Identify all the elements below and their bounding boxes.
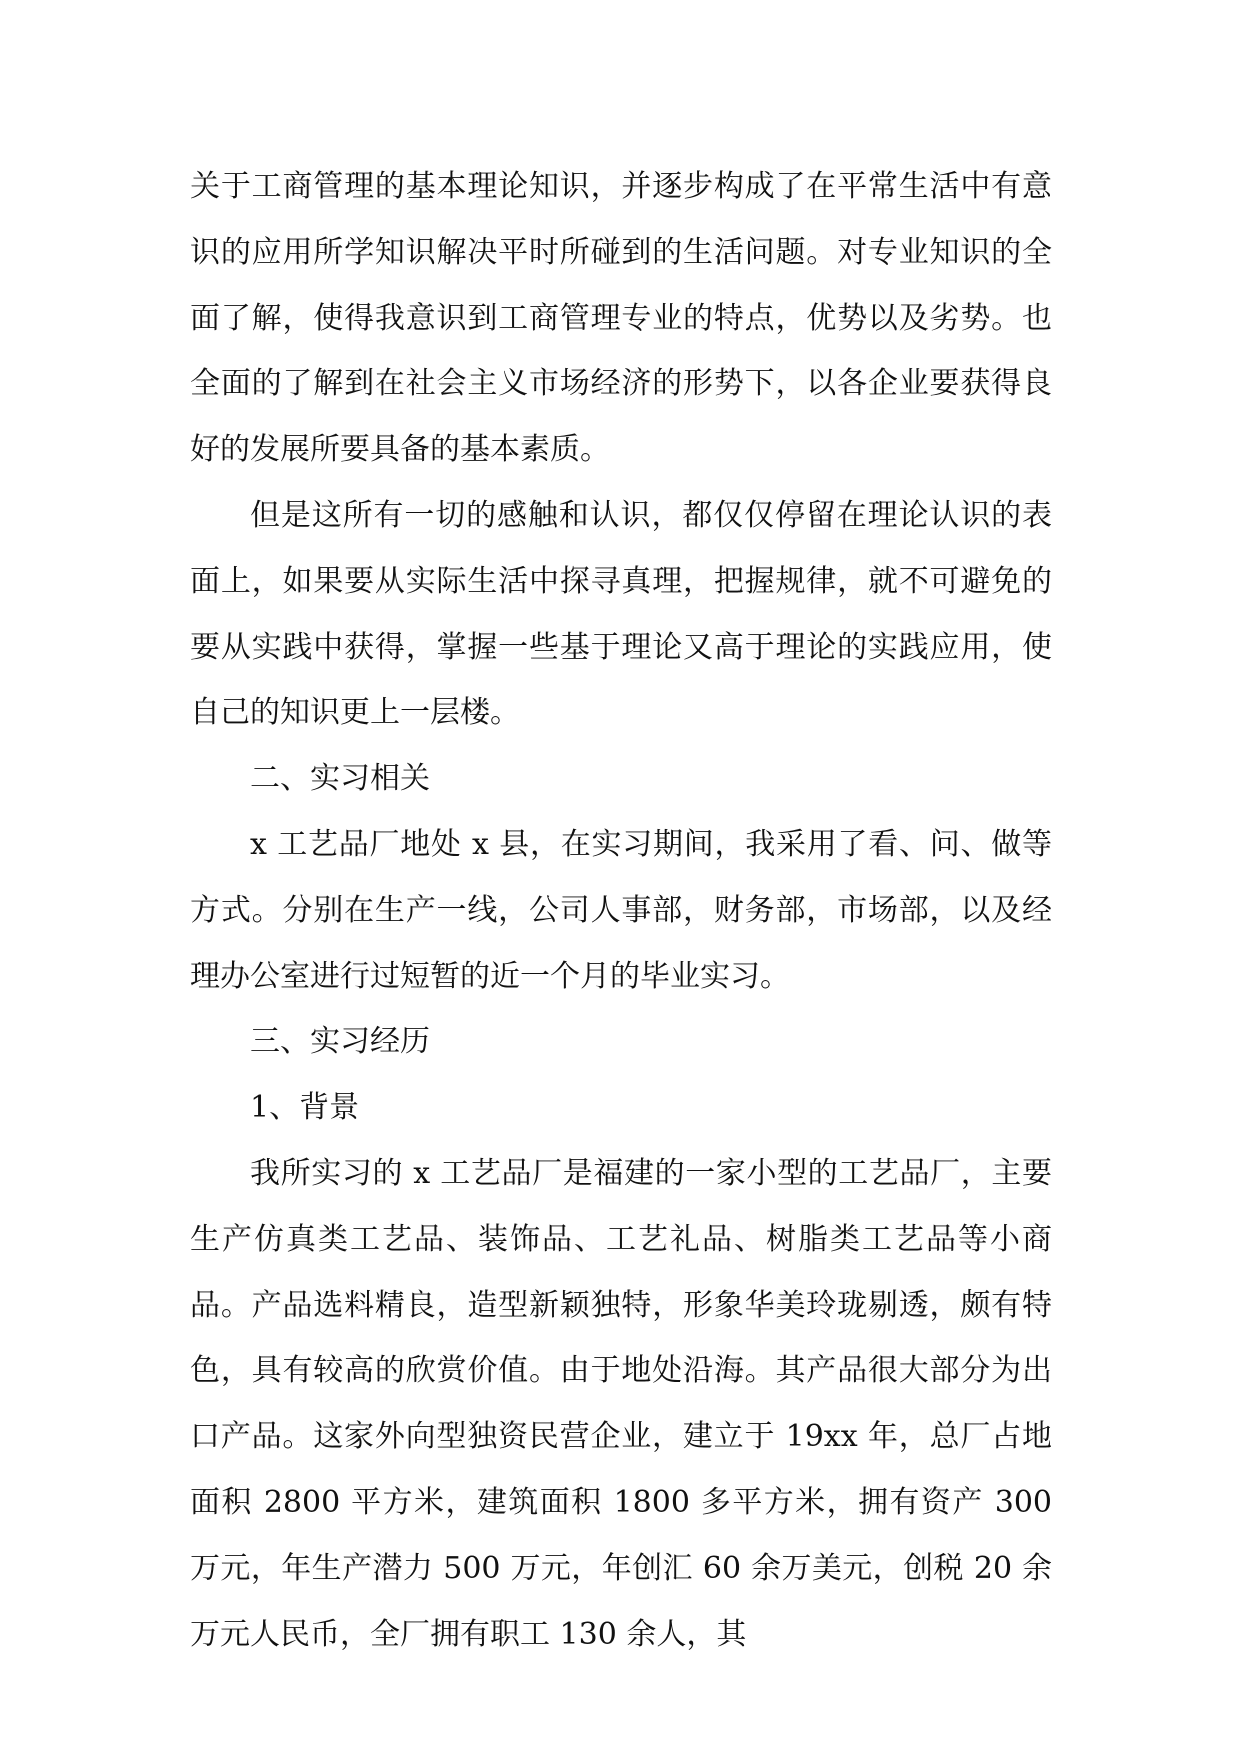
paragraph-reflection: 但是这所有一切的感触和认识，都仅仅停留在理论认识的表面上，如果要从实际生活中探寻真理，把握规律，就不可避免的要从实践中获得，掌握一些基于理论又高于理论的实践应用，使自己的知识更上一层楼。	[190, 497, 1052, 731]
section-heading-internship-experience: 三、实习经历	[250, 1024, 430, 1060]
subsection-heading-background: 1、背景	[250, 1090, 360, 1126]
paragraph-continuation: 关于工商管理的基本理论知识，并逐步构成了在平常生活中有意识的应用所学知识解决平时所碰到的生活问题。对专业知识的全面了解，使得我意识到工商管理专业的特点，优势以及劣势。也全面的了解到在社会主义市场经济的形势下，以各企业要获得良好的发展所要具备的基本素质。	[190, 169, 1052, 468]
paragraph-background: 我所实习的 x 工艺品厂是福建的一家小型的工艺品厂，主要生产仿真类工艺品、装饰品、工艺礼品、树脂类工艺品等小商品。产品选料精良，造型新颖独特，形象华美玲珑剔透，颇有特色，具有较高的欣赏价值。由于地处沿海。其产品很大部分为出口产品。这家外向型独资民营企业，建立于 19xx 年，总厂占地面积 2800 平方米，建筑面积 1800 多平方米，拥有资产 300 万元，年生产潜力 500 万元，年创汇 60 余万美元，创税 20 余万元人民币，全厂拥有职工 130 余人，其	[190, 1155, 1052, 1652]
paragraph-internship-related: x 工艺品厂地处 x 县，在实习期间，我采用了看、问、做等方式。分别在生产一线，公司人事部，财务部，市场部，以及经理办公室进行过短暂的近一个月的毕业实习。	[190, 826, 1052, 994]
section-heading-internship-related: 二、实习相关	[250, 761, 430, 797]
document-body	[190, 154, 1052, 1667]
